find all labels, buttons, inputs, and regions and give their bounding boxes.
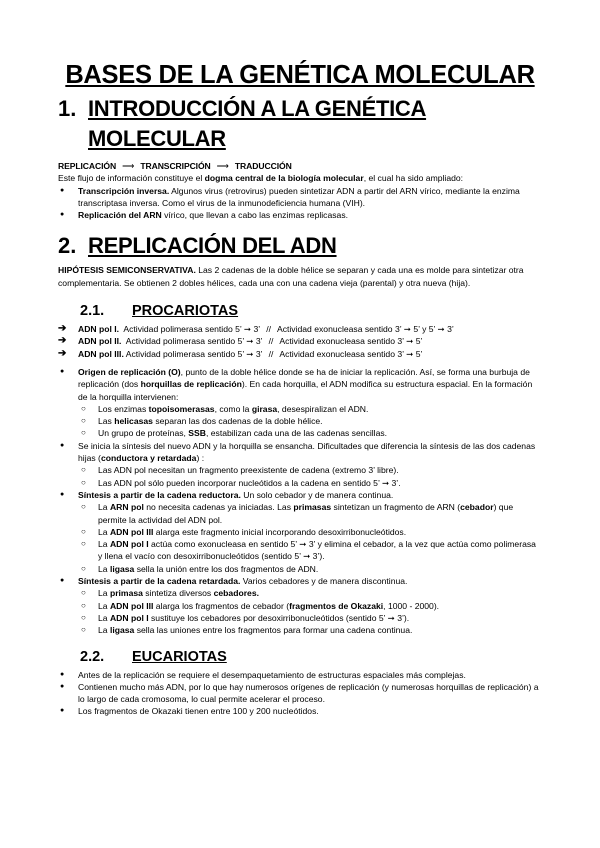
item-text: Varios cebadores y de manera discontinua. xyxy=(240,576,408,587)
arrow-right-icon: ⟶ xyxy=(216,161,229,171)
arrow-right-icon: ⟶ xyxy=(122,161,135,171)
text: no necesita cadenas ya iniciadas. Las xyxy=(143,502,294,513)
sublist-item xyxy=(78,415,542,427)
item-bold: Origen de replicación (O) xyxy=(78,366,181,377)
text: alarga los fragmentos de cebador ( xyxy=(153,600,290,611)
replication-steps-list xyxy=(58,366,542,637)
subsection-title: PROCARIOTAS xyxy=(132,303,239,320)
sublist-item xyxy=(78,600,542,612)
arrow-right-icon: ➔ xyxy=(58,347,67,359)
sublist-item xyxy=(78,538,542,563)
flow-step-replication: REPLICACIÓN xyxy=(58,161,117,171)
text: , desespiralizan el ADN. xyxy=(277,403,369,414)
bold: primasas xyxy=(293,502,332,513)
text: separan las dos cadenas de la doble hélice. xyxy=(152,416,323,427)
intro-bold: dogma central de la biología molecular xyxy=(204,173,364,184)
section-2-heading xyxy=(58,231,542,261)
polymerase-name: ADN pol II. xyxy=(78,336,122,347)
exonuclease-activity: Actividad exonucleasa sentido 3’ ➞ 5’ xyxy=(279,348,423,359)
bold: ADN pol III xyxy=(109,526,154,537)
text: sintetizan un fragmento de ARN ( xyxy=(331,502,461,513)
text: La xyxy=(98,600,110,611)
text: La xyxy=(98,526,110,537)
text: La xyxy=(98,502,110,513)
item-text: Algunos virus (retrovirus) pueden sintetizar ADN a partir del ARN vírico, mediante la enzima transcriptasa inversa. Como el virus de la inmunodeficiencia humana (VIH). xyxy=(78,185,520,208)
section-number: 1. xyxy=(58,96,77,121)
text: La xyxy=(98,625,110,636)
item-text: Un solo cebador y de manera continua. xyxy=(240,489,394,500)
exonuclease-activity: Actividad exonucleasa sentido 3’ ➞ 5’ y 5’ ➞ 3’ xyxy=(276,324,454,335)
hypothesis-text: Las 2 cadenas de la doble hélice se separan y cada una es molde para sintetizar otra complementaria. Se obtienen 2 dobles hélices, cada una con una cadena vieja (parental) y otra nueva (hija). xyxy=(58,265,524,288)
text: Los enzimas xyxy=(98,403,149,414)
subsection-number: 2.1. xyxy=(80,303,105,320)
item-text: vírico, que llevan a cabo las enzimas replicasas. xyxy=(161,210,349,221)
item-bold: Síntesis a partir de la cadena reductora. xyxy=(78,489,241,500)
bold: cebadores. xyxy=(213,588,260,599)
bold: helicasas xyxy=(114,416,153,427)
list-item: ● Los fragmentos de Okazaki tienen entre 100 y 200 nucleótidos. xyxy=(58,705,542,717)
text: sella las uniones entre los fragmentos para formar una cadena continua. xyxy=(134,625,413,636)
bold: ADN pol III xyxy=(109,600,154,611)
polymerase-activity: Actividad polimerasa sentido 5’ ➞ 3’ xyxy=(125,348,263,359)
polymerase-name: ADN pol I. xyxy=(78,324,120,335)
item-bold: conductora y retardada xyxy=(100,453,197,464)
exonuclease-activity: Actividad exonucleasa sentido 3’ ➞ 5’ xyxy=(279,336,423,347)
intro-text: Este flujo de información constituye el xyxy=(58,173,205,184)
list-item-start xyxy=(58,440,542,489)
sublist xyxy=(78,403,542,440)
text: alarga este fragmento inicial incorporando desoxirribonucleótidos. xyxy=(153,526,407,537)
item-text: ). En cada horquilla, el ADN modifica su estructura espacial. En la formación de la horquilla intervienen: xyxy=(78,379,533,402)
text: ) que permite la actividad del ADN pol. xyxy=(98,502,514,525)
sublist xyxy=(78,464,542,489)
intro-text-end: , el cual ha sido ampliado: xyxy=(363,173,464,184)
text: La xyxy=(98,612,110,623)
sublist xyxy=(78,501,542,575)
list-item xyxy=(58,323,542,335)
flow-step-translation: TRADUCCIÓN xyxy=(234,161,292,171)
section-title: INTRODUCCIÓN A LA GENÉTICA MOLECULAR xyxy=(88,96,427,151)
list-item: ● Contienen mucho más ADN, por lo que hay numerosos orígenes de replicación (y numerosas horquillas de replicación) a lo largo de cada cromosoma, lo cual permite acelerar el proceso. xyxy=(58,681,542,706)
sublist-item xyxy=(78,587,542,599)
text: sustituye los cebadores por desoxirribonucleótidos (sentido 5’ ➞ 3’). xyxy=(148,612,410,623)
subsection-title: EUCARIOTAS xyxy=(132,648,227,665)
list-item xyxy=(58,209,542,221)
list-item-leading-strand xyxy=(58,489,542,575)
separator: // xyxy=(266,324,271,335)
text: La xyxy=(98,539,110,550)
bold: SSB xyxy=(188,428,206,439)
sublist-item xyxy=(78,501,542,526)
item-text: ) : xyxy=(196,453,205,464)
text: , estabilizan cada una de las cadenas sencillas. xyxy=(205,428,388,439)
bold: ligasa xyxy=(109,625,135,636)
item-bold: Transcripción inversa. xyxy=(78,185,170,196)
text: actúa como exonucleasa en sentido 5’ ➞ 3’ y elimina el cebador, a la vez que actúa como polimerasa y llena el vacío con desoxirribonucleótidos (sentido 5’ ➞ 3’). xyxy=(98,539,536,562)
section-title: REPLICACIÓN DEL ADN xyxy=(88,233,337,259)
list-item-lagging-strand xyxy=(58,575,542,636)
sublist-item xyxy=(78,427,542,439)
bold: ARN pol xyxy=(109,502,144,513)
item-bold: horquillas de replicación xyxy=(140,379,242,390)
subsection-number: 2.2. xyxy=(80,648,105,665)
bold: ADN pol I xyxy=(109,612,149,623)
bold: ligasa xyxy=(109,563,135,574)
polymerase-activity: Actividad polimerasa sentido 5’ ➞ 3’ xyxy=(125,336,263,347)
polymerase-name: ADN pol III. xyxy=(78,348,124,359)
list-item xyxy=(58,335,542,347)
text: La xyxy=(98,588,110,599)
text: La xyxy=(98,563,110,574)
sublist-item xyxy=(78,526,542,538)
bold: fragmentos de Okazaki xyxy=(289,600,384,611)
sublist-item xyxy=(78,624,542,636)
polymerase-activity: Actividad polimerasa sentido 5’ ➞ 3’ xyxy=(123,324,261,335)
section-number: 2. xyxy=(58,233,77,259)
sublist-item xyxy=(78,403,542,415)
eukaryote-list xyxy=(58,669,542,718)
subsection-2-1-heading xyxy=(58,301,542,321)
hypothesis-paragraph xyxy=(58,264,542,289)
central-dogma-flow xyxy=(58,160,542,172)
sublist-item xyxy=(78,612,542,624)
dogma-extension-list xyxy=(58,185,542,222)
subsection-2-2-heading xyxy=(58,647,542,667)
list-item xyxy=(58,348,542,360)
bold: cebador xyxy=(460,502,494,513)
arrow-right-icon: ➔ xyxy=(58,323,67,335)
separator: // xyxy=(268,336,274,347)
text: sella la unión entre los dos fragmentos de ADN. xyxy=(134,563,319,574)
text: , como la xyxy=(214,403,252,414)
flow-step-transcription: TRANSCRIPCIÓN xyxy=(140,161,211,171)
text: Las xyxy=(98,416,115,427)
item-bold: Replicación del ARN xyxy=(78,210,162,221)
separator: // xyxy=(268,348,274,359)
item-text: , punto de la doble hélice donde se ha de iniciar la replicación. Así, se forma una burbuja de replicación (dos xyxy=(78,366,530,390)
intro-paragraph xyxy=(58,172,542,184)
section-1-heading xyxy=(58,94,542,154)
sublist-item: ○ Las ADN pol sólo pueden incorporar nucleótidos a la cadena en sentido 5’ ➞ 3’. xyxy=(78,477,542,489)
item-bold: Síntesis a partir de la cadena retardada. xyxy=(78,576,241,587)
sublist xyxy=(78,587,542,636)
text: Un grupo de proteínas, xyxy=(98,428,189,439)
document-title: BASES DE LA GENÉTICA MOLECULAR xyxy=(65,61,535,89)
arrow-right-icon: ➔ xyxy=(58,335,67,347)
text: sintetiza diversos xyxy=(142,588,214,599)
hypothesis-bold: HIPÓTESIS SEMICONSERVATIVA. xyxy=(58,265,196,276)
list-item-origin xyxy=(58,366,542,440)
bold: girasa xyxy=(251,403,278,414)
text: , 1000 - 2000). xyxy=(383,600,440,611)
dna-polymerase-list xyxy=(58,323,542,360)
bold: primasa xyxy=(109,588,143,599)
item-text: Se inicia la síntesis del nuevo ADN y la horquilla se ensancha. Dificultades que diferencia la síntesis de las dos cadenas hijas ( xyxy=(78,440,536,464)
bold: ADN pol I xyxy=(109,539,149,550)
sublist-item xyxy=(78,563,542,575)
list-item: ● Antes de la replicación se requiere el desempaquetamiento de estructuras espaciales más complejas. xyxy=(58,669,542,681)
list-item xyxy=(58,185,542,210)
bold: topoisomerasas xyxy=(148,403,215,414)
sublist-item: ○ Las ADN pol necesitan un fragmento preexistente de cadena (extremo 3’ libre). xyxy=(78,464,542,476)
